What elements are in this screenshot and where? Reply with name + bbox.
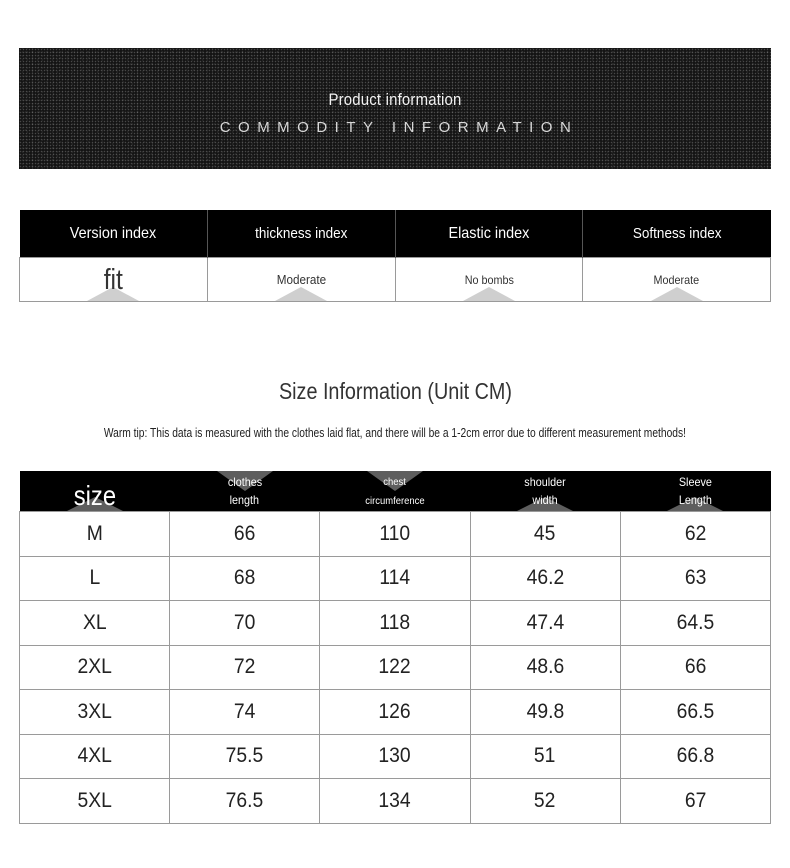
size-cell: 122 <box>320 645 470 690</box>
size-row-4xl <box>20 734 771 779</box>
size-cell: 114 <box>320 556 470 601</box>
size-header-sleeve: Sleeve Length <box>620 471 770 512</box>
index-value-row <box>20 258 771 302</box>
size-cell: 66 <box>170 512 320 557</box>
size-cell: 47.4 <box>470 601 620 646</box>
size-cell: 76.5 <box>170 779 320 824</box>
size-cell: 118 <box>320 601 470 646</box>
index-value-softness: Moderate <box>583 258 771 302</box>
size-header-shoulder: shoulder width <box>470 471 620 512</box>
size-cell: 52 <box>470 779 620 824</box>
banner-subtitle: COMMODITY INFORMATION <box>219 119 579 136</box>
size-row-xl <box>20 601 771 646</box>
size-cell: 68 <box>170 556 320 601</box>
size-cell: L <box>20 556 170 601</box>
size-cell: 62 <box>620 512 770 557</box>
size-cell: 45 <box>470 512 620 557</box>
size-row-2xl <box>20 645 771 690</box>
size-cell: 126 <box>320 690 470 735</box>
size-cell: 63 <box>620 556 770 601</box>
index-value-version: fit <box>20 258 208 302</box>
size-cell: 46.2 <box>470 556 620 601</box>
size-cell: 48.6 <box>470 645 620 690</box>
size-header-row <box>20 471 771 512</box>
index-header-elastic: Elastic index <box>395 210 583 258</box>
index-header-version: Version index <box>20 210 208 258</box>
size-cell: 4XL <box>20 734 170 779</box>
size-row-m <box>20 512 771 557</box>
index-header-thickness: thickness index <box>207 210 395 258</box>
product-info-banner <box>19 48 771 169</box>
size-cell: 67 <box>620 779 770 824</box>
index-value-elastic: No bombs <box>395 258 583 302</box>
index-value-thickness: Moderate <box>207 258 395 302</box>
size-cell: 66.8 <box>620 734 770 779</box>
index-header-row <box>20 210 771 258</box>
size-cell: 74 <box>170 690 320 735</box>
size-cell: 72 <box>170 645 320 690</box>
indicator-triangle <box>651 287 703 301</box>
size-header-chest: chest circumference <box>320 471 470 512</box>
size-cell: XL <box>20 601 170 646</box>
size-cell: 3XL <box>20 690 170 735</box>
size-cell: 51 <box>470 734 620 779</box>
size-cell: 66.5 <box>620 690 770 735</box>
size-cell: 130 <box>320 734 470 779</box>
size-cell: 66 <box>620 645 770 690</box>
size-cell: 110 <box>320 512 470 557</box>
index-table <box>19 210 771 302</box>
size-cell: 70 <box>170 601 320 646</box>
banner-title: Product information <box>328 90 462 109</box>
size-cell: 49.8 <box>470 690 620 735</box>
indicator-triangle <box>463 287 515 301</box>
index-header-softness: Softness index <box>583 210 771 258</box>
size-header-clothes-length: clothes length <box>170 471 320 512</box>
size-cell: M <box>20 512 170 557</box>
indicator-triangle <box>275 287 327 301</box>
size-row-3xl <box>20 690 771 735</box>
size-row-l <box>20 556 771 601</box>
size-info-title: Size Information (Unit CM) <box>278 378 512 404</box>
size-header-size: size <box>20 471 170 512</box>
size-row-5xl <box>20 779 771 824</box>
size-cell: 75.5 <box>170 734 320 779</box>
size-cell: 134 <box>320 779 470 824</box>
size-cell: 64.5 <box>620 601 770 646</box>
size-table <box>19 471 771 824</box>
warm-tip: Warm tip: This data is measured with the clothes laid flat, and there will be a 1-2cm error due to different measurement methods! <box>103 426 687 440</box>
size-cell: 5XL <box>20 779 170 824</box>
size-cell: 2XL <box>20 645 170 690</box>
